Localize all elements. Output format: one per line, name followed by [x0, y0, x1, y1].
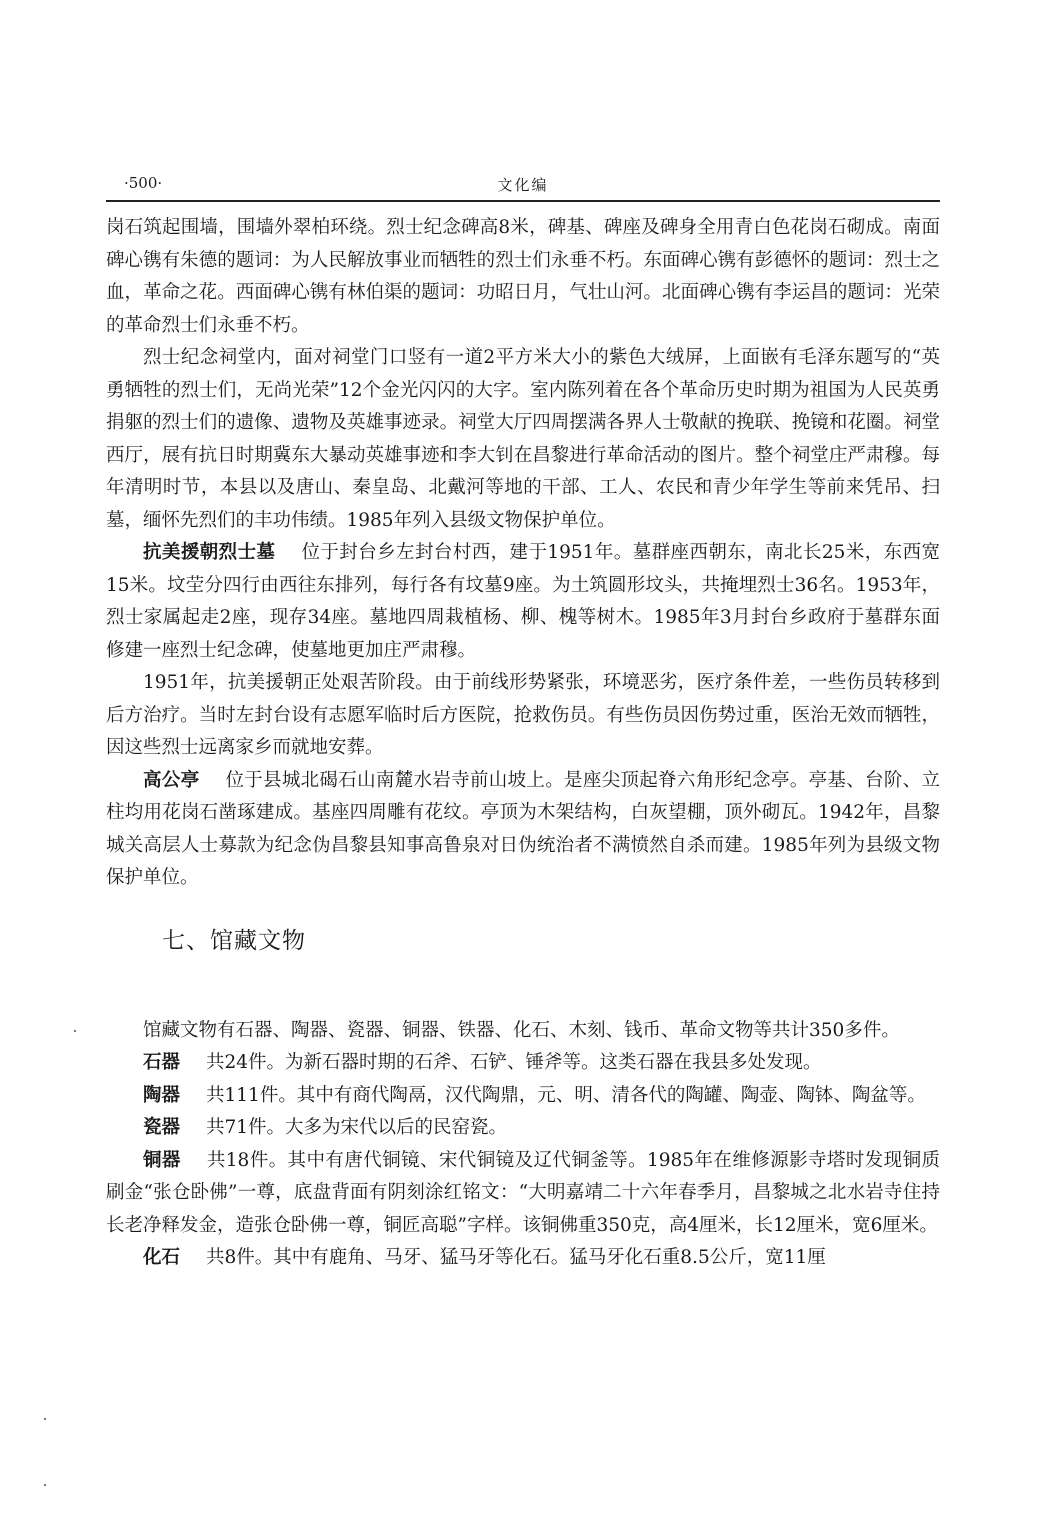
entry-text: 位于封台乡左封台村西，建于1951年。墓群座西朝东，南北长25米，东西宽15米。坟茔分四行由西往东排列，每行各有坟墓9座。为土筑圆形坟头，共掩埋烈士36名。1953年，烈士家属起走2座，现存34座。墓地四周栽植杨、柳、槐等树木。1985年3月封台乡政府于墓群东面修建一座烈士纪念碑，使墓地更加庄严肃穆。: [106, 542, 940, 661]
paragraph-memorial-hall: 烈士纪念祠堂内，面对祠堂门口竖有一道2平方米大小的紫色大绒屏，上面嵌有毛泽东题写的“英勇牺牲的烈士们，无尚光荣”12个金光闪闪的大字。室内陈列着在各个革命历史时期为祖国为人民英勇捐躯的烈士们的遗像、遗物及英雄事迹录。祠堂大厅四周摆满各界人士敬献的挽联、挽镜和花圈。祠堂西厅，展有抗日时期冀东大暴动英雄事迹和李大钊在昌黎进行革命活动的图片。整个祠堂庄严肃穆。每年清明时节，本县以及唐山、秦皇岛、北戴河等地的干部、工人、农民和青少年学生等前来凭吊、扫墓，缅怀先烈们的丰功伟绩。1985年列入县级文物保护单位。: [106, 347, 940, 531]
entry-term: 抗美援朝烈士墓: [143, 542, 276, 563]
page-body: [106, 212, 940, 1275]
page-number: ·500·: [124, 174, 163, 192]
paragraph-gaogong-pavilion: [106, 765, 940, 895]
entry-term: 化石: [143, 1247, 181, 1268]
entry-term: 高公亭: [143, 769, 200, 791]
entry-text: 共24件。为新石器时期的石斧、石铲、锤斧等。这类石器在我县多处发现。: [206, 1052, 822, 1073]
scan-speck: [44, 1484, 46, 1486]
entry-text: 共18件。其中有唐代铜镜、宋代铜镜及辽代铜釜等。1985年在维修源影寺塔时发现铜质刷金“张仓卧佛”一尊，底盘背面有阴刻涂红铭文：“大明嘉靖二十六年春季月，昌黎城之北水岩寺住持长老净释发金，造张仓卧佛一尊，铜匠高聪”字样。该铜佛重350克，高4厘米，长12厘米，宽6厘米。: [106, 1149, 940, 1236]
collection-entry: [106, 1242, 940, 1275]
collection-entry: [106, 1047, 940, 1080]
collection-entry: [106, 1112, 940, 1145]
entry-term: 瓷器: [143, 1117, 181, 1138]
section-heading: 七、馆藏文物: [162, 927, 306, 954]
entry-text: 共71件。大多为宋代以后的民窑瓷。: [206, 1117, 508, 1138]
entry-term: 石器: [143, 1052, 181, 1073]
section-spacer: [106, 981, 940, 1015]
section-intro: 馆藏文物有石器、陶器、瓷器、铜器、铁器、化石、木刻、钱币、革命文物等共计350多件。: [143, 1019, 900, 1041]
collection-entry: [106, 1145, 940, 1243]
scan-speck: [44, 1418, 46, 1420]
entry-text: 共8件。其中有鹿角、马牙、猛马牙等化石。猛马牙化石重8.5公斤，宽11厘: [206, 1247, 826, 1268]
running-title: 文化编: [497, 176, 549, 194]
paragraph-korean-war-history: 1951年，抗美援朝正处艰苦阶段。由于前线形势紧张，环境恶劣，医疗条件差，一些伤员转移到后方治疗。当时左封台设有志愿军临时后方医院，抢救伤员。有些伤员因伤势过重，医治无效而牺牲，因这些烈士远离家乡而就地安葬。: [106, 672, 940, 758]
entry-text: 位于县城北碣石山南麓水岩寺前山坡上。是座尖顶起脊六角形纪念亭。亭基、台阶、立柱均用花岗石凿琢建成。基座四周雕有花纹。亭顶为木架结构，白灰望棚，顶外砌瓦。1942年，昌黎城关高层人士募款为纪念伪昌黎县知事高鲁泉对日伪统治者不满愤然自杀而建。1985年列为县级文物保护单位。: [106, 769, 940, 888]
entry-text: 共111件。其中有商代陶鬲，汉代陶鼎，元、明、清各代的陶罐、陶壶、陶钵、陶盆等。: [206, 1084, 926, 1106]
entry-term: 陶器: [143, 1084, 181, 1106]
collection-entry: [106, 1080, 940, 1113]
scan-speck: [74, 1030, 76, 1032]
paragraph-memorial-stele: 岗石筑起围墙，围墙外翠柏环绕。烈士纪念碑高8米，碑基、碑座及碑身全用青白色花岗石砌成。南面碑心镌有朱德的题词：为人民解放事业而牺牲的烈士们永垂不朽。东面碑心镌有彭德怀的题词：烈士之血，革命之花。西面碑心镌有林伯渠的题词：功昭日月，气壮山河。北面碑心镌有李运昌的题词：光荣的革命烈士们永垂不朽。: [106, 217, 940, 336]
page-header: [106, 168, 940, 200]
paragraph-korean-war-cemetery: [106, 537, 940, 667]
entry-term: 铜器: [143, 1149, 181, 1171]
header-rule: [106, 200, 940, 202]
